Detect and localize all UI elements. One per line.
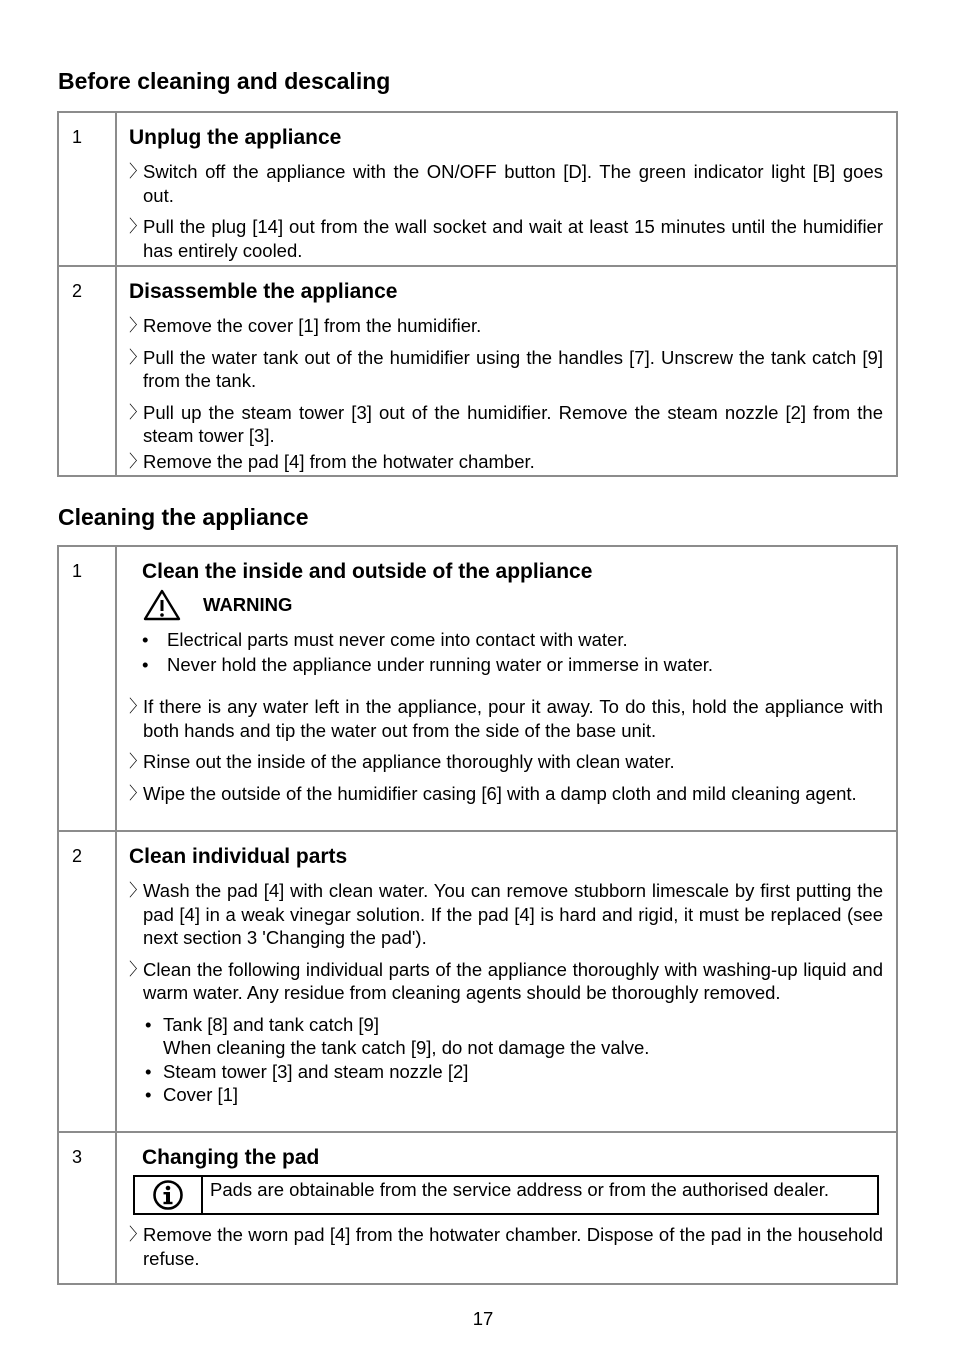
step-number: 2 <box>58 266 116 476</box>
step-title: Disassemble the appliance <box>129 280 398 303</box>
arrow-bullet-icon: 〉 <box>129 1225 146 1244</box>
step-body <box>116 112 897 266</box>
warning-triangle-icon <box>143 589 181 621</box>
arrow-bullet-icon: 〉 <box>129 402 146 422</box>
table-row <box>58 266 897 476</box>
arrow-bullet-icon: 〉 <box>129 959 146 979</box>
instruction: 〉 Switch off the appliance with the ON/OFF button [D]. The green indicator light [B] goes out. <box>129 161 883 206</box>
instruction: 〉 Remove the worn pad [4] from the hotwater chamber. Dispose of the pad in the household refuse. <box>129 1224 883 1269</box>
arrow-bullet-icon: 〉 <box>129 697 146 716</box>
step-number: 2 <box>58 831 116 1132</box>
step-title: Clean the inside and outside of the appliance <box>142 560 593 583</box>
warning-label: WARNING <box>203 594 293 615</box>
instruction: 〉 Wash the pad [4] with clean water. You can remove stubborn limescale by first putting the pad [4] in a weak vinegar solution. If the pad [4] is hard and rigid, it must be replaced (see next section 3 'Changing the pad'). <box>129 880 883 948</box>
step-body <box>116 1132 897 1284</box>
arrow-bullet-icon: 〉 <box>129 217 146 236</box>
step-number: 1 <box>58 112 116 266</box>
info-icon <box>152 1179 184 1211</box>
arrow-bullet-icon: 〉 <box>129 783 146 803</box>
section-heading-cleaning: Cleaning the appliance <box>58 504 309 530</box>
info-note <box>133 1175 879 1215</box>
table-row <box>58 831 897 1132</box>
list-item: • Cover [1] <box>145 1084 239 1105</box>
list-item: • Electrical parts must never come into contact with water. <box>142 627 883 652</box>
warning-list <box>129 627 883 677</box>
page-number: 17 <box>472 1308 494 1329</box>
step-number: 1 <box>58 546 116 831</box>
instruction: 〉 If there is any water left in the appliance, pour it away. To do this, hold the appliance with both hands and tip the water out from the side of the base unit. <box>129 696 883 741</box>
section-heading-before-cleaning: Before cleaning and descaling <box>58 68 391 94</box>
cleaning-table <box>57 545 898 1285</box>
arrow-bullet-icon: 〉 <box>129 752 146 771</box>
info-icon-cell <box>135 1177 203 1213</box>
step-body <box>116 266 897 476</box>
arrow-bullet-icon: 〉 <box>129 881 146 900</box>
step-title: Unplug the appliance <box>129 126 342 149</box>
list-item: • Never hold the appliance under running water or immerse in water. <box>142 652 883 677</box>
instruction: 〉 Pull the plug [14] out from the wall socket and wait at least 15 minutes until the humidifier has entirely cooled. <box>129 216 883 261</box>
arrow-bullet-icon: 〉 <box>129 316 146 335</box>
step-body <box>116 546 897 831</box>
instruction: 〉 Wipe the outside of the humidifier casing [6] with a damp cloth and mild cleaning agent. <box>129 782 857 804</box>
list-item: • Tank [8] and tank catch [9] When cleaning the tank catch [9], do not damage the valve. <box>145 1013 650 1058</box>
instruction: 〉 Remove the pad [4] from the hotwater chamber. <box>129 450 535 472</box>
list-item: • Steam tower [3] and steam nozzle [2] <box>145 1060 469 1082</box>
step-title: Changing the pad <box>142 1146 320 1169</box>
instruction: 〉 Clean the following individual parts of the appliance thoroughly with washing-up liquid and warm water. Any residue from cleaning agents should be thoroughly removed. <box>129 958 883 1003</box>
instruction: 〉 Pull up the steam tower [3] out of the humidifier. Remove the steam nozzle [2] from the steam tower [3]. <box>129 401 883 446</box>
arrow-bullet-icon: 〉 <box>129 347 146 367</box>
instruction: 〉 Rinse out the inside of the appliance thoroughly with clean water. <box>129 751 675 772</box>
arrow-bullet-icon: 〉 <box>129 162 146 181</box>
before-cleaning-table <box>57 111 898 477</box>
table-row <box>58 1132 897 1284</box>
table-row <box>58 546 897 831</box>
instruction: 〉 Pull the water tank out of the humidifier using the handles [7]. Unscrew the tank catch [9] from the tank. <box>129 346 883 391</box>
info-note-text: Pads are obtainable from the service address or from the authorised dealer. <box>210 1179 830 1200</box>
arrow-bullet-icon: 〉 <box>129 451 146 471</box>
instruction: 〉 Remove the cover [1] from the humidifier. <box>129 315 482 336</box>
step-title: Clean individual parts <box>129 845 348 868</box>
parts-list <box>145 1013 883 1107</box>
step-number: 3 <box>58 1132 116 1284</box>
table-row <box>58 112 897 266</box>
warning-header <box>143 589 883 621</box>
step-body <box>116 831 897 1132</box>
